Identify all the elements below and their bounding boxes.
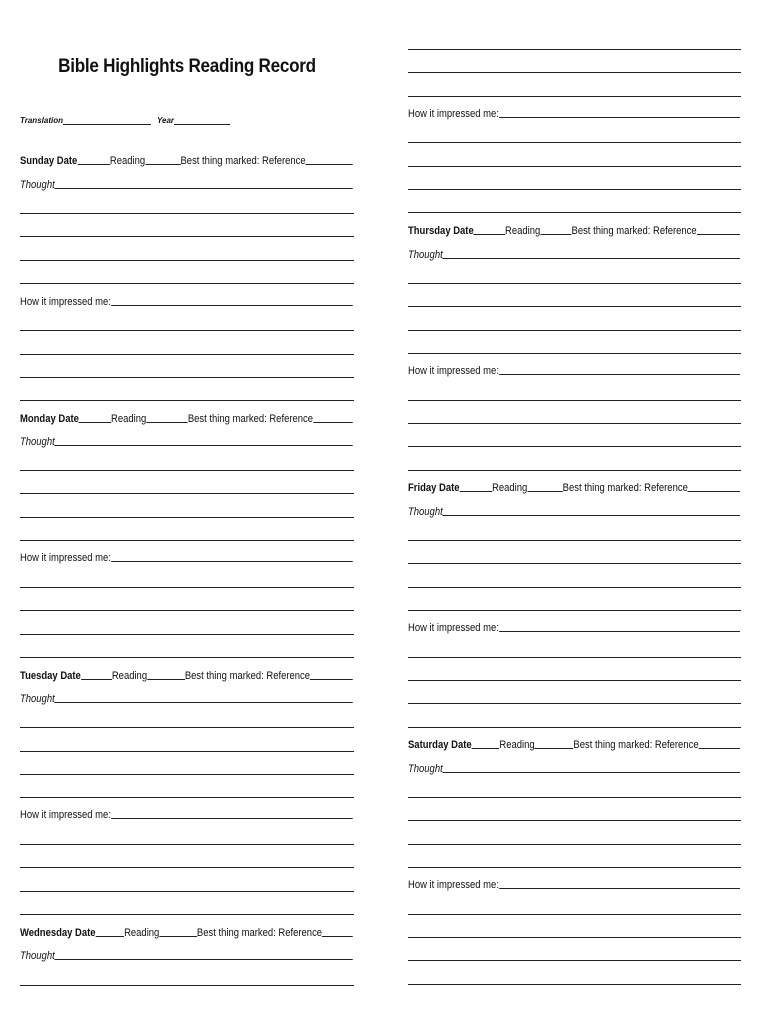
writing-line[interactable] [408,540,741,541]
day-name: Thursday [408,225,451,237]
writing-line[interactable] [408,283,741,284]
writing-line[interactable] [408,446,741,447]
writing-line[interactable] [20,213,354,214]
reading-blank[interactable] [540,233,571,235]
writing-line[interactable] [20,797,354,798]
translation-label: Translation [20,116,63,125]
writing-line[interactable] [20,985,354,986]
impressed-line[interactable] [20,805,353,821]
reference-blank[interactable] [313,421,353,423]
impressed-label: How it impressed me: [408,108,499,120]
writing-line[interactable] [20,891,354,892]
reference-blank[interactable] [699,747,741,749]
reading-blank[interactable] [147,678,185,680]
writing-line[interactable] [408,984,741,985]
reading-label: Reading [504,225,541,237]
writing-line[interactable] [408,49,741,50]
impressed-line[interactable] [20,292,353,308]
day-name: Monday [20,413,56,425]
thought-label: Thought [408,249,443,261]
writing-line[interactable] [20,493,354,494]
best-thing-label: Best thing marked: Reference [573,739,699,751]
impressed-line[interactable] [408,875,740,891]
day-name: Friday [408,482,437,494]
writing-line[interactable] [20,470,354,471]
writing-line[interactable] [20,867,354,868]
reading-label: Reading [111,670,148,682]
writing-line[interactable] [408,563,741,564]
writing-line[interactable] [408,703,741,704]
day-name: Tuesday [20,670,58,682]
thought-line[interactable] [20,689,353,705]
writing-line[interactable] [408,72,741,73]
writing-line[interactable] [20,751,354,752]
writing-line[interactable] [408,189,741,190]
best-thing-label: Best thing marked: Reference [196,927,323,939]
writing-line[interactable] [408,844,741,845]
thought-line[interactable] [20,432,353,448]
writing-line[interactable] [20,634,354,635]
day-name: Sunday [20,155,55,167]
impressed-line[interactable] [408,618,740,634]
day-header-friday [408,478,740,494]
date-blank[interactable] [79,421,111,423]
date-label: Date [451,739,472,751]
thought-label: Thought [20,179,55,191]
writing-line[interactable] [20,354,354,355]
writing-line[interactable] [20,774,354,775]
day-header-thursday [408,221,740,237]
reference-blank[interactable] [306,163,354,165]
best-thing-label: Best thing marked: Reference [184,670,311,682]
date-label: Date [453,225,474,237]
reading-blank[interactable] [535,747,574,749]
writing-line[interactable] [408,306,741,307]
impressed-label: How it impressed me: [20,809,111,821]
writing-line[interactable] [408,610,741,611]
writing-line[interactable] [408,960,741,961]
thought-label: Thought [20,436,55,448]
impressed-label: How it impressed me: [408,622,499,634]
day-header-sunday [20,151,353,167]
reading-blank[interactable] [159,935,197,937]
best-thing-label: Best thing marked: Reference [562,482,688,494]
thought-line[interactable] [408,502,740,518]
writing-line[interactable] [408,142,741,143]
writing-line[interactable] [408,353,741,354]
reading-blank[interactable] [146,421,188,423]
writing-line[interactable] [408,680,741,681]
writing-line[interactable] [20,236,354,237]
writing-line[interactable] [408,330,741,331]
writing-line[interactable] [20,540,354,541]
writing-line[interactable] [20,400,354,401]
writing-line[interactable] [20,330,354,331]
writing-line[interactable] [20,517,354,518]
date-label: Date [75,927,96,939]
writing-line[interactable] [408,820,741,821]
reading-label: Reading [499,739,535,751]
thought-line[interactable] [20,946,353,962]
day-name: Saturday [408,739,449,751]
date-blank[interactable] [474,233,505,235]
writing-line[interactable] [20,587,354,588]
writing-line[interactable] [408,400,741,401]
date-blank[interactable] [77,163,110,165]
writing-line[interactable] [20,377,354,378]
reading-label: Reading [109,155,146,167]
translation-blank[interactable] [63,116,151,125]
reference-blank[interactable] [310,678,353,680]
writing-line[interactable] [408,914,741,915]
writing-line[interactable] [20,844,354,845]
writing-line[interactable] [408,937,741,938]
year-label: Year [156,116,175,125]
reading-label: Reading [124,927,160,939]
writing-line[interactable] [408,587,741,588]
day-header-monday [20,409,353,425]
day-header-tuesday [20,666,353,682]
reference-blank[interactable] [322,935,353,937]
writing-line[interactable] [408,470,741,471]
reading-label: Reading [111,413,147,425]
reference-blank[interactable] [688,490,740,492]
thought-line[interactable] [20,175,353,191]
page-title: Bible Highlights Reading Record [58,56,316,77]
day-header-wednesday [20,923,353,939]
impressed-label: How it impressed me: [408,879,499,891]
best-thing-label: Best thing marked: Reference [187,413,314,425]
impressed-line[interactable] [408,104,740,120]
translation-year-row [20,116,230,125]
writing-line[interactable] [408,166,741,167]
date-blank[interactable] [472,747,500,749]
day-name: Wednesday [20,927,73,939]
reference-blank[interactable] [697,233,741,235]
thought-label: Thought [408,506,443,518]
thought-label: Thought [20,693,55,705]
writing-line[interactable] [408,212,741,213]
thought-line[interactable] [408,245,740,261]
writing-line[interactable] [20,657,354,658]
writing-line[interactable] [408,797,741,798]
date-blank[interactable] [81,678,112,680]
date-label: Date [439,482,460,494]
reading-blank[interactable] [145,163,180,165]
impressed-label: How it impressed me: [408,365,499,377]
writing-line[interactable] [20,283,354,284]
date-label: Date [56,155,78,167]
writing-line[interactable] [20,914,354,915]
best-thing-label: Best thing marked: Reference [180,155,306,167]
writing-line[interactable] [20,727,354,728]
thought-line[interactable] [408,759,740,775]
date-blank[interactable] [96,935,125,937]
thought-label: Thought [20,950,55,962]
writing-line[interactable] [408,867,741,868]
best-thing-label: Best thing marked: Reference [571,225,697,237]
reading-blank[interactable] [527,490,562,492]
impressed-label: How it impressed me: [20,552,111,564]
writing-line[interactable] [20,260,354,261]
year-blank[interactable] [174,116,230,125]
impressed-line[interactable] [408,361,740,377]
writing-line[interactable] [20,610,354,611]
writing-line[interactable] [408,423,741,424]
date-label: Date [58,413,79,425]
impressed-label: How it impressed me: [20,296,111,308]
impressed-line[interactable] [20,548,353,564]
writing-line[interactable] [408,727,741,728]
date-label: Date [60,670,81,682]
writing-line[interactable] [408,96,741,97]
writing-line[interactable] [408,657,741,658]
thought-label: Thought [408,763,443,775]
reading-label: Reading [492,482,528,494]
date-blank[interactable] [460,490,493,492]
day-header-saturday [408,735,740,751]
